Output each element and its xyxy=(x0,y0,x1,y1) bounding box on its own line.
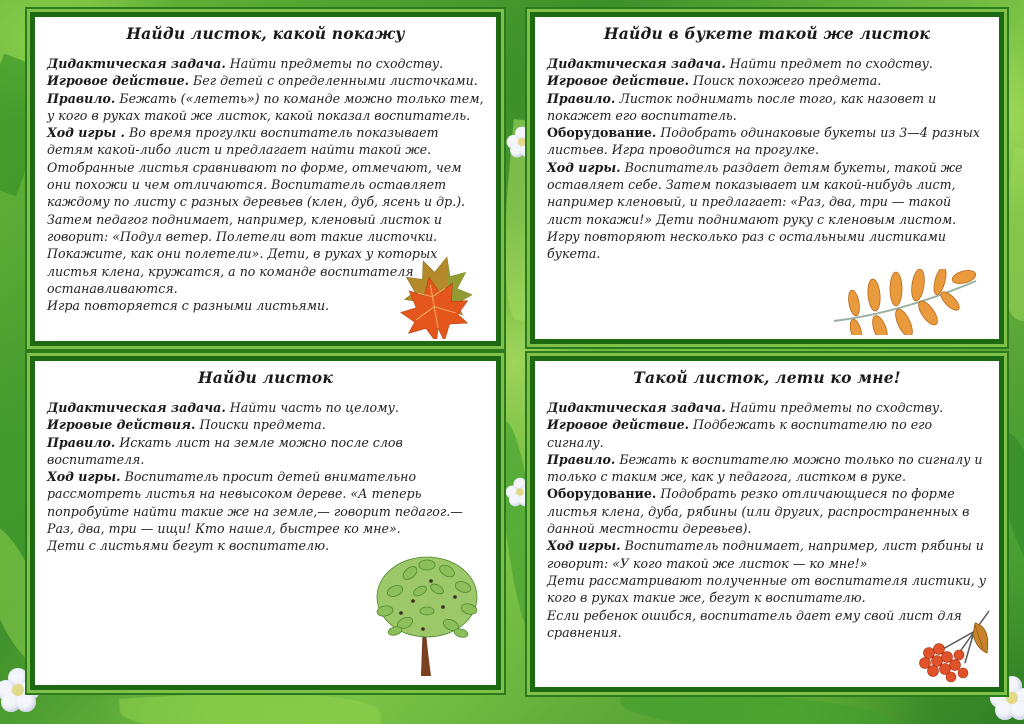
card-title: Такой листок, лети ко мне! xyxy=(633,368,901,387)
card-body xyxy=(547,399,987,641)
section-equipment: Оборудование. Подобрать резко отличающиеся по форме листья клена, дуба, рябины (или других, распространенных в данной местности деревьев). xyxy=(547,486,970,537)
section-paragraph: Если ребенок ошибся, воспитатель дает ему свой лист для сравнения. xyxy=(547,607,962,640)
card-body xyxy=(47,399,484,555)
section-game-action: Игровое действие. Подбежать к воспитателю по его сигналу. xyxy=(547,417,933,450)
leaf-decoration-icon xyxy=(619,689,900,724)
card-title: Найди листок, какой покажу xyxy=(126,24,405,43)
section-game-progress: Ход игры. Воспитатель поднимает, например, лист рябины и говорит: «У кого такой же листок — ко мне!» xyxy=(547,538,984,571)
section-paragraph: Затем педагог поднимает, например, кленовый листок и говорит: «Подул ветер. Полетели вот такие листочки. Покажите, как они полетели». Дети, в руках у которых листья клена, кружатся, а по команде воспитателя останавливаются. xyxy=(47,211,442,296)
game-card-find-leaf-i-show xyxy=(30,12,501,346)
section-didactic-task: Дидактическая задача. Найти предметы по сходству. xyxy=(47,56,444,71)
section-game-progress: Ход игры. Воспитатель просит детей внимательно рассмотреть листья на невысоком дереве. «А теперь попробуйте найти такие же на земле,— говорит педагог.— Раз, два, три — ищи! Кто нашел, быстрее ко мне». xyxy=(47,469,463,537)
section-rule: Правило. Бежать («лететь») по команде можно только тем, у кого в руках такой же листок, какой показал воспитатель. xyxy=(47,90,484,123)
section-paragraph: Дети с листьями бегут к воспитателю. xyxy=(47,538,330,554)
section-paragraph: Отобранные листья сравнивают по форме, отмечают, чем они похожи и чем отличаются. Воспитатель оставляет каждому по листу с разных деревьев (клен, дуб, ясень и др.). xyxy=(47,159,466,210)
section-game-actions: Игровые действия. Поиски предмета. xyxy=(47,417,326,433)
card-title: Найди в букете такой же листок xyxy=(603,24,931,43)
section-game-progress: Ход игры. Воспитатель раздает детям букеты, такой же оставляет себе. Затем показывает им какой-нибудь лист, например кленовый, и предлагает: «Раз, два, три — такой лист покажи!» Дети поднимают руку с кленовым листом. xyxy=(547,159,963,227)
section-game-action: Игровое действие. Поиск похожего предмета. xyxy=(547,73,882,89)
section-rule: Правило. Бежать к воспитателю можно только по сигналу и только с таким же, как у педагога, листком в руке. xyxy=(547,451,983,485)
tree-icon xyxy=(365,551,490,681)
section-rule: Правило. Искать лист на земле можно после слов воспитателя. xyxy=(47,434,403,467)
section-equipment: Оборудование. Подобрать одинаковые букеты из 3—4 разных листьев. Игра проводится на прогулке. xyxy=(547,125,981,158)
rowan-berries-icon xyxy=(915,609,995,689)
section-game-progress: Ход игры . Во время прогулки воспитатель показывает детям какой-либо лист и предлагает найти такой же. xyxy=(47,125,439,158)
section-rule: Правило. Листок поднимать после того, как назовет и покажет его воспитатель. xyxy=(547,90,937,123)
rowan-leaf-icon xyxy=(830,269,980,335)
section-didactic-task: Дидактическая задача. Найти предмет по сходству. xyxy=(547,56,933,71)
section-paragraph: Игру повторяют несколько раз с остальными листиками букета. xyxy=(547,228,946,262)
card-title: Найди листок xyxy=(197,368,334,387)
section-paragraph: Игра повторяется с разными листьями. xyxy=(47,298,330,314)
game-card-find-in-bouquet xyxy=(530,12,1004,344)
section-paragraph: Дети рассматривают полученные от воспитателя листики, у кого в руках такие же, бегут к воспитателю. xyxy=(547,572,987,606)
game-card-find-leaf xyxy=(30,356,501,690)
maple-leaves-icon xyxy=(397,247,497,339)
leaf-decoration-icon xyxy=(119,685,381,724)
section-didactic-task: Дидактическая задача. Найти часть по целому. xyxy=(47,400,399,415)
game-card-leaf-fly-to-me xyxy=(530,356,1004,692)
section-didactic-task: Дидактическая задача. Найти предметы по сходству. xyxy=(547,400,944,415)
card-body xyxy=(547,55,987,263)
section-game-action: Игровое действие. Бег детей с определенными листочками. xyxy=(47,73,478,89)
